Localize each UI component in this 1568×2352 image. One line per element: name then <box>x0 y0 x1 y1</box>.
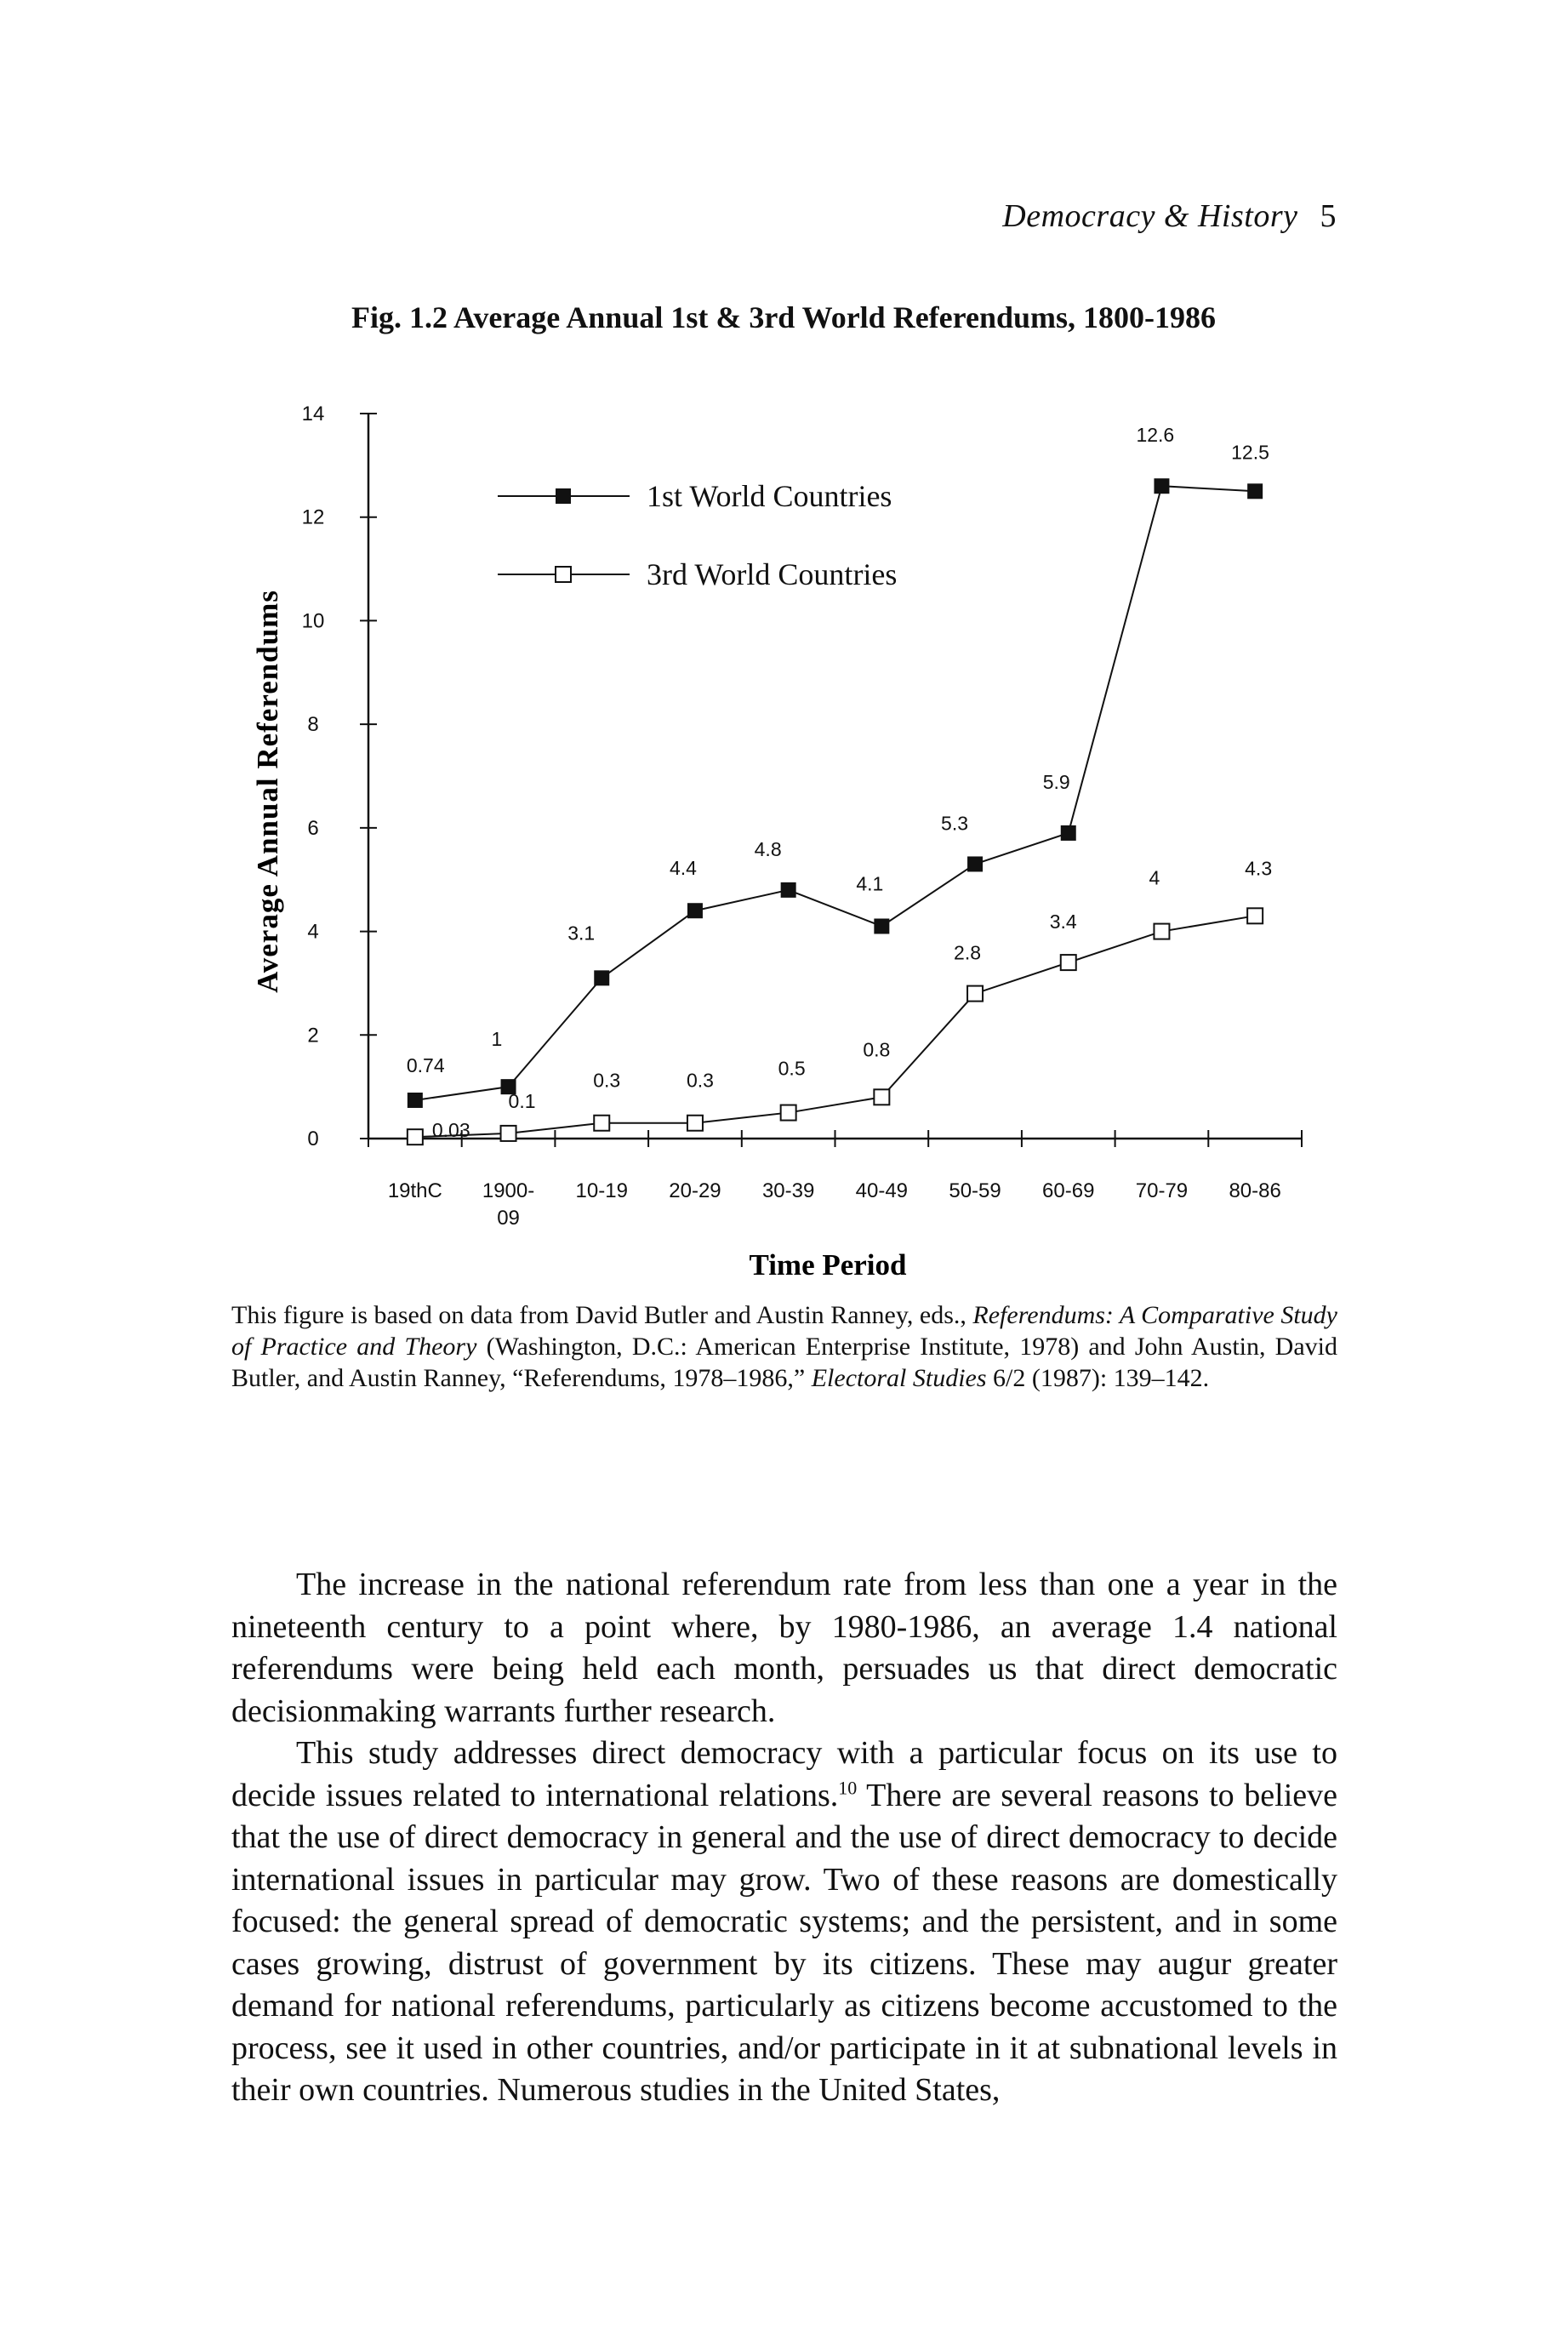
third-world-marker <box>1247 908 1263 923</box>
third-world-marker <box>594 1116 609 1131</box>
first-world-marker <box>968 857 982 871</box>
third-world-data-label: 0.3 <box>686 1069 714 1092</box>
first-world-data-label: 5.3 <box>941 812 969 835</box>
figure-caption <box>231 1299 1337 1394</box>
running-head-title: Democracy & History <box>1002 198 1298 234</box>
y-tick-label: 10 <box>301 609 325 633</box>
third-world-marker <box>687 1116 703 1131</box>
x-tick-label: 80-86 <box>1229 1179 1281 1202</box>
y-tick-label: 4 <box>307 920 319 944</box>
paragraph-2-start: This study addresses direct democracy with a particular focus on its use to decide issues related to international relations. <box>231 1735 1337 1813</box>
x-tick-label: 20-29 <box>669 1179 721 1202</box>
x-tick-label: 19thC <box>387 1179 442 1202</box>
legend-label: 1st World Countries <box>647 479 892 513</box>
first-world-data-label: 4.4 <box>669 857 697 880</box>
y-tick-label: 2 <box>307 1024 319 1048</box>
y-tick-label: 14 <box>301 402 325 425</box>
x-tick-label: 60-69 <box>1042 1179 1095 1202</box>
legend-label: 3rd World Countries <box>647 557 898 591</box>
caption-text-2: (Washington, D.C.: American Enterprise Institute, 1978) and John Austin, David Butler, and Austin Ranney, “Referendums, 1978–1986,” <box>231 1333 1337 1392</box>
first-world-data-label: 4.1 <box>856 872 884 895</box>
first-world-marker <box>688 904 702 917</box>
chart-series <box>407 424 1272 1145</box>
third-world-line <box>415 916 1255 1137</box>
first-world-marker <box>782 883 795 897</box>
y-tick-label: 12 <box>301 505 325 529</box>
footnote-ref-10: 10 <box>838 1776 858 1798</box>
y-tick-label: 6 <box>307 816 319 840</box>
third-world-data-label: 4 <box>1149 866 1160 889</box>
y-tick-label: 0 <box>307 1127 319 1150</box>
x-axis-label: Time Period <box>749 1248 907 1282</box>
caption-text-1: This figure is based on data from David Butler and Austin Ranney, eds., <box>231 1301 973 1329</box>
x-tick-label: 70-79 <box>1135 1179 1189 1202</box>
first-world-marker <box>1248 484 1262 498</box>
first-world-marker <box>1155 479 1168 493</box>
third-world-marker <box>967 986 983 1002</box>
chart-axes <box>368 414 1302 1142</box>
figure-title: Fig. 1.2 Average Annual 1st & 3rd World Referendums, 1800-1986 <box>351 300 1216 334</box>
y-ticks <box>302 402 377 1150</box>
third-world-data-label: 4.3 <box>1245 857 1273 880</box>
first-world-marker <box>595 971 608 985</box>
x-tick-label: 1900-09 <box>482 1179 535 1230</box>
third-world-data-label: 3.4 <box>1049 911 1077 933</box>
first-world-data-label: 0.74 <box>406 1053 445 1076</box>
caption-book-title: Referendums: A Comparative Study of Practice and Theory <box>231 1301 1337 1361</box>
first-world-data-label: 3.1 <box>567 922 596 945</box>
x-tick-label: 30-39 <box>761 1179 815 1202</box>
caption-text-3: 6/2 (1987): 139–142. <box>986 1364 1210 1392</box>
y-axis-label: Average Annual Referendums <box>251 590 284 993</box>
third-world-marker <box>874 1089 889 1105</box>
paragraph-2 <box>231 1733 1337 2112</box>
third-world-marker <box>408 1129 423 1145</box>
paragraph-2-rest: There are several reasons to believe that the use of direct democracy in general and the use of direct democracy to decide international issues in particular may grow. Two of these reasons are domestically focused: the general spread of democratic systems; and the persistent, and in some cases growing, distrust of government by its citizens. These may augur greater demand for national referendums, particularly as citizens become accustomed to the process, see it used in other countries, and/or participate in it at subnational levels in their own countries. Numerous studies in the United States, <box>231 1777 1337 2108</box>
third-world-data-label: 0.03 <box>431 1119 470 1142</box>
x-tick-label: 50-59 <box>949 1179 1001 1202</box>
first-world-data-label: 5.9 <box>1042 770 1070 793</box>
first-world-marker <box>875 919 888 933</box>
x-ticks <box>368 1130 1302 1230</box>
legend-marker-open <box>556 567 571 582</box>
x-tick-label: 40-49 <box>855 1179 909 1202</box>
caption-journal-title: Electoral Studies <box>811 1364 987 1392</box>
first-world-data-label: 1 <box>491 1028 503 1051</box>
third-world-marker <box>501 1126 516 1141</box>
third-world-data-label: 0.1 <box>508 1089 536 1112</box>
legend-marker-filled <box>556 489 570 503</box>
third-world-data-label: 0.5 <box>778 1057 806 1080</box>
y-tick-label: 8 <box>307 713 319 737</box>
third-world-marker <box>1154 924 1169 939</box>
third-world-marker <box>1061 955 1076 970</box>
paragraph-1: The increase in the national referendum rate from less than one a year in the nineteenth century to a point where, by 1980-1986, an average 1.4 national referendums were being held each month, persuades us that direct democratic decisionmaking warrants further research. <box>231 1567 1337 1729</box>
third-world-data-label: 0.3 <box>593 1069 621 1092</box>
first-world-marker <box>1062 826 1075 840</box>
third-world-marker <box>781 1105 796 1121</box>
page-number: 5 <box>1320 198 1337 234</box>
first-world-data-label: 12.5 <box>1231 441 1269 464</box>
chart-legend <box>498 479 897 591</box>
body-text <box>231 1564 1337 2112</box>
third-world-data-label: 2.8 <box>954 941 982 964</box>
third-world-data-label: 0.8 <box>863 1038 891 1061</box>
first-world-data-label: 4.8 <box>754 837 782 860</box>
first-world-data-label: 12.6 <box>1136 424 1175 447</box>
x-tick-label: 10-19 <box>575 1179 628 1202</box>
first-world-marker <box>408 1093 422 1107</box>
